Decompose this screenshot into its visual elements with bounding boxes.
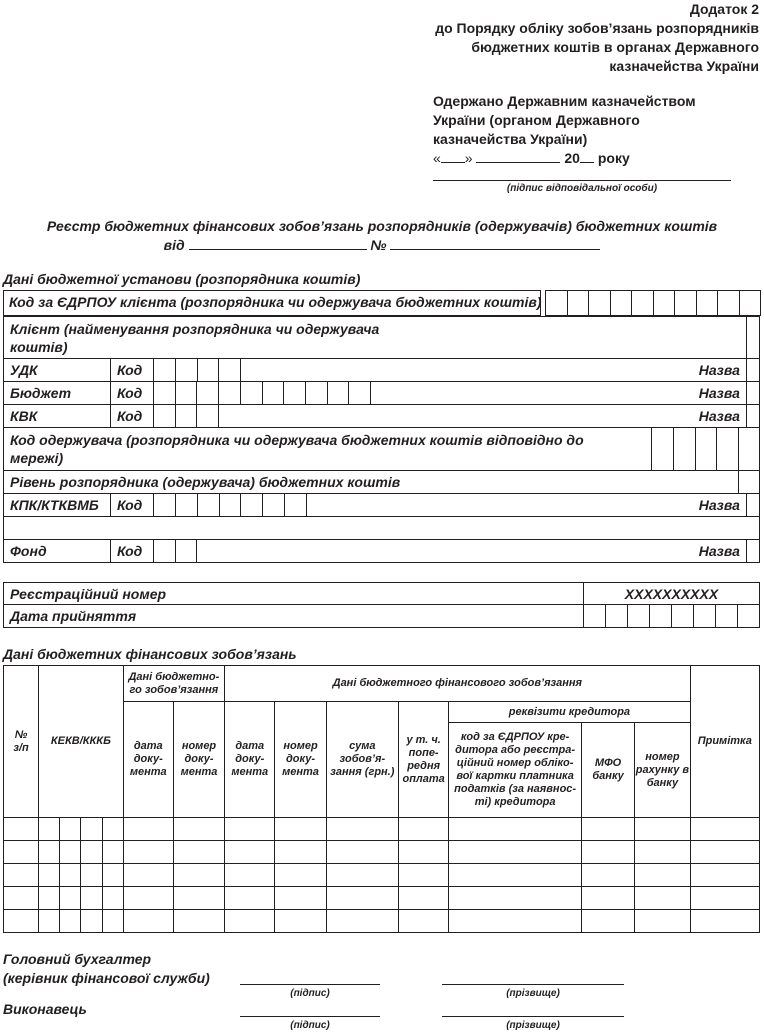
budget-label: Бюджет (4, 382, 111, 405)
accept-date-label: Дата прийняття (4, 605, 584, 628)
received-line: Одержано Державним казначейством (433, 93, 696, 109)
col-kekv-header: КЕКВ/КККБ (39, 666, 123, 818)
received-block (433, 92, 753, 168)
budget-name-input[interactable] (746, 382, 759, 405)
table-row[interactable] (4, 864, 760, 887)
reg-number-label: Реєстраційний номер (4, 583, 584, 605)
executor-signature-line[interactable] (240, 1004, 380, 1017)
obligations-table (3, 665, 760, 933)
year-field[interactable] (580, 162, 594, 163)
register-title: Реєстр бюджетних фінансових зобов’язань розпорядників (одержувачів) бюджетних коштів від № (46, 218, 718, 253)
appendix-line: до Порядку обліку зобов’язань розпорядників (435, 20, 759, 36)
section-institution-heading: Дані бюджетної установи (розпорядника коштів) (3, 271, 361, 287)
fund-label: Фонд (4, 540, 111, 563)
signature-line[interactable] (433, 176, 731, 181)
executor-label: Виконавець (3, 1001, 87, 1017)
table-row[interactable] (4, 841, 760, 864)
register-number-field[interactable] (390, 249, 600, 250)
col-prepay: у т. ч. попе-редня оплата (399, 702, 449, 818)
udk-label: УДК (4, 359, 111, 382)
kpk-code-cells[interactable] (153, 493, 307, 516)
col-budget-group-header: Дані бюджетно-го зобов’язання (123, 666, 225, 702)
chief-signature-caption: (підпис) (290, 988, 330, 999)
kvk-row: Код Назва (111, 405, 747, 428)
institution-form (3, 290, 760, 316)
client-label-cell: Клієнт (найменування розпорядника чи одержувача коштів) (4, 317, 747, 359)
recipient-code-cells[interactable] (651, 427, 760, 470)
chief-surname-caption: (прізвище) (506, 988, 560, 999)
col-creditor-group: реквізити кредитора (449, 702, 690, 723)
udk-code-cells[interactable] (153, 358, 241, 381)
executor-surname-line[interactable] (442, 1004, 624, 1017)
kpk-name-extra-input[interactable] (4, 517, 760, 540)
col-note-header: Примітка (690, 666, 759, 818)
reg-number-value: XXXXXXXXXX (584, 583, 760, 605)
col-num-header: № з/п (4, 666, 39, 818)
chief-accountant-label: Головний бухгалтер (керівник фінансової служби) (3, 951, 210, 986)
appendix-number: Додаток 2 (689, 1, 759, 17)
kvk-label: КВК (4, 405, 111, 428)
col-creditor-code: код за ЄДРПОУ кре-дитора або реєстра-ційний номер обліко-вої картки платника податків (за наявнос-ті) кредитора (449, 723, 582, 818)
day-field[interactable] (441, 162, 465, 163)
edrpou-code-cells[interactable] (545, 290, 761, 316)
recipient-code-row (4, 428, 760, 471)
executor-surname-caption: (прізвище) (506, 1020, 560, 1031)
accept-date-cells[interactable] (584, 605, 760, 628)
kvk-name-input[interactable] (746, 405, 759, 428)
col-account: номер рахунку в банку (635, 723, 690, 818)
level-row (4, 471, 760, 494)
received-date: « » 20 року (433, 150, 630, 166)
register-date-field[interactable] (189, 249, 367, 250)
col-mfo: МФО банку (581, 723, 634, 818)
institution-table (3, 316, 760, 563)
chief-signature-line[interactable] (240, 970, 380, 985)
signature-caption: (підпис відповідальної особи) (506, 183, 658, 194)
udk-name-input[interactable] (746, 359, 759, 382)
received-line: казначейства України) (433, 131, 588, 147)
level-label: Рівень розпорядника (одержувача) бюджетних коштів (10, 474, 401, 490)
budget-code-cells[interactable] (153, 381, 371, 404)
table-row[interactable] (4, 910, 760, 933)
level-code-cell[interactable] (738, 470, 760, 493)
table-row[interactable] (4, 887, 760, 910)
budget-row: Код Назва (111, 382, 747, 405)
table-row[interactable] (4, 818, 760, 841)
fund-code-cells[interactable] (153, 539, 197, 562)
client-name-input[interactable] (746, 317, 759, 359)
month-field[interactable] (476, 162, 560, 163)
appendix-line: бюджетних коштів в органах Державного (471, 39, 759, 55)
received-line: України (органом Державного (433, 112, 640, 128)
col-budget-doc-number: номер доку-мента (173, 702, 224, 818)
section-obligations-heading: Дані бюджетних фінансових зобов’язань (3, 646, 297, 662)
col-budget-doc-date: дата доку-мента (123, 702, 173, 818)
registration-table (3, 582, 760, 628)
appendix-header (359, 0, 759, 76)
fund-row: Код Назва (111, 540, 747, 563)
kpk-label: КПК/КТКВМБ (4, 494, 111, 517)
chief-surname-line[interactable] (442, 970, 624, 985)
kpk-name-input[interactable] (746, 494, 759, 517)
col-amount: сума зобов’я-зання (грн.) (326, 702, 398, 818)
executor-signature-caption: (підпис) (290, 1020, 330, 1031)
fund-name-input[interactable] (746, 540, 759, 563)
udk-row: Код Назва (111, 359, 747, 382)
kvk-code-cells[interactable] (153, 404, 219, 427)
edrpou-label: Код за ЄДРПОУ клієнта (розпорядника чи одержувача бюджетних коштів) (9, 294, 542, 310)
col-fin-group-header: Дані бюджетного фінансового зобов’язання (225, 666, 690, 702)
recipient-code-label: Код одержувача (розпорядника чи одержувача бюджетних коштів відповідно до мережі) (10, 432, 584, 466)
col-fin-doc-number: номер доку-мента (275, 702, 326, 818)
col-fin-doc-date: дата доку-мента (225, 702, 275, 818)
kpk-row: Код Назва (111, 494, 747, 517)
appendix-line: казначейства України (609, 58, 759, 74)
